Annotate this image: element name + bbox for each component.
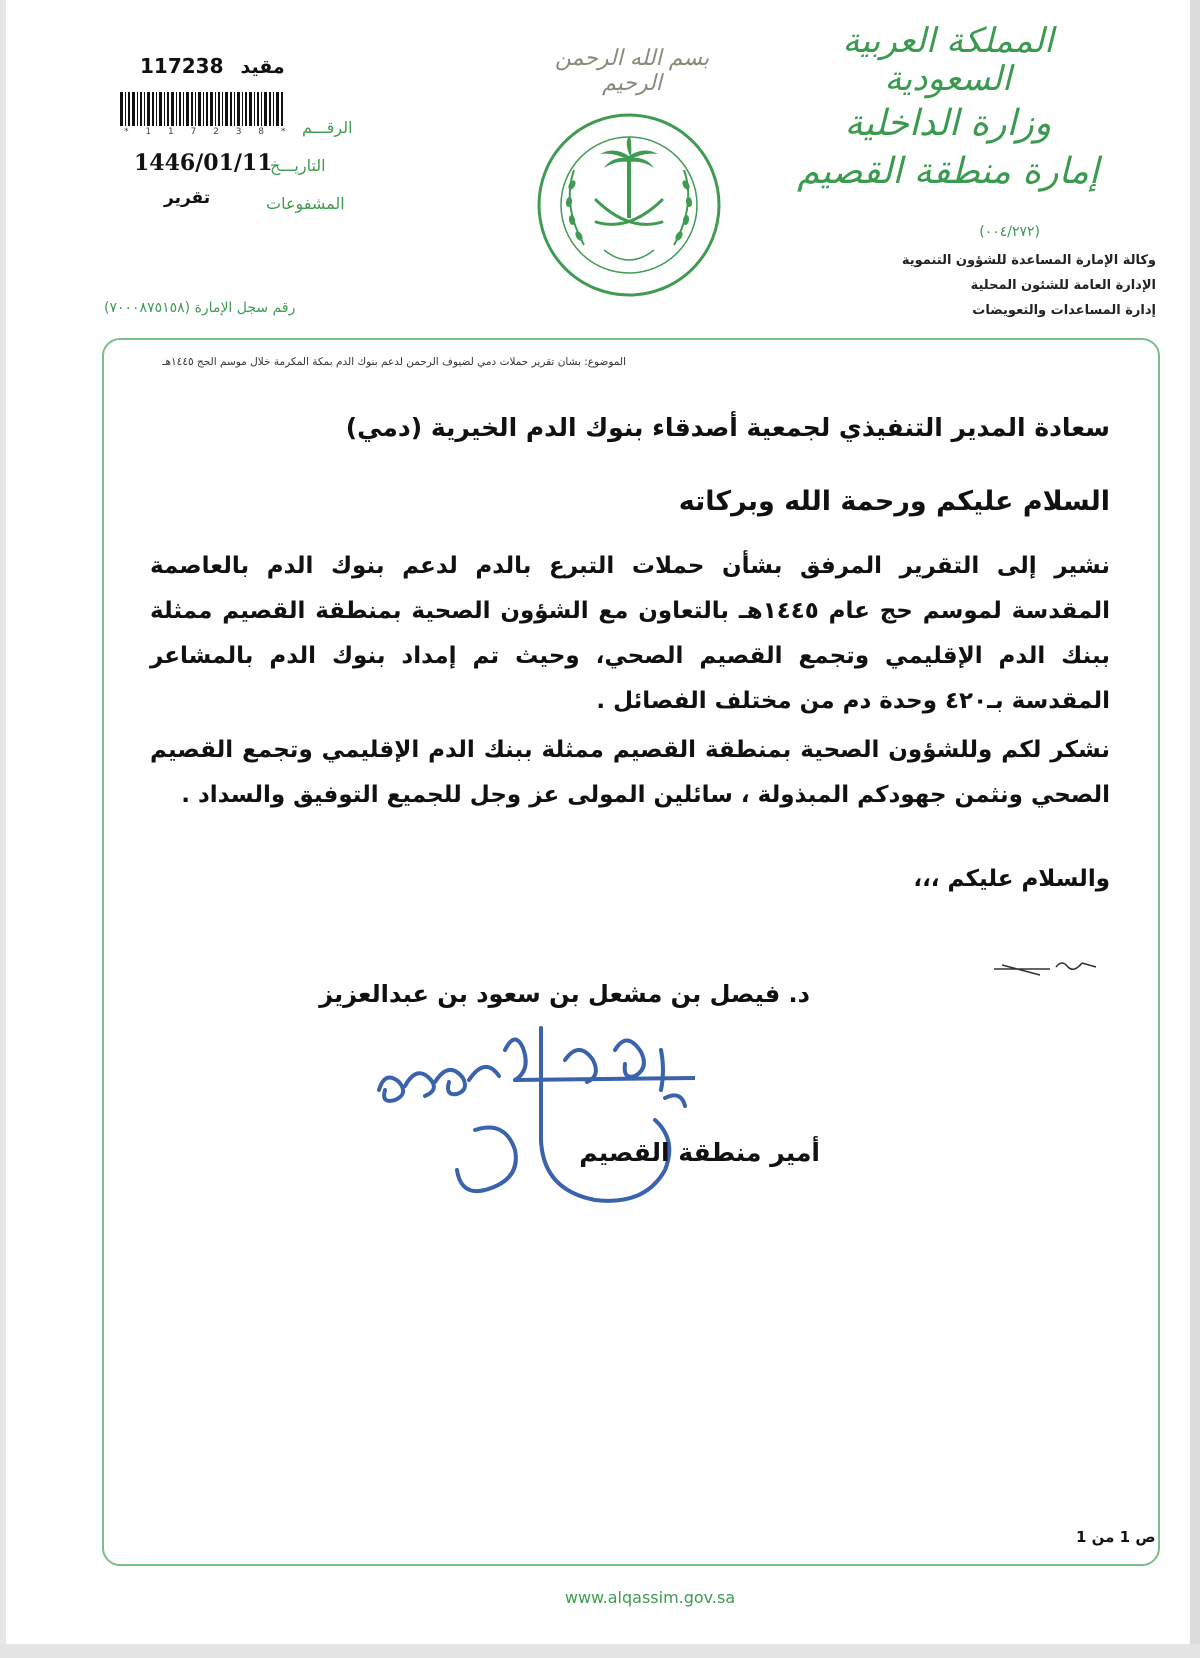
letterhead-title	[778, 22, 1118, 193]
attachments-label: المشفوعات	[266, 194, 345, 213]
closing: والسلام عليكم ،،،	[913, 866, 1110, 892]
barcode-icon	[120, 92, 285, 126]
number-label: الرقـــم	[302, 118, 353, 137]
barcode-digits: * 1 1 7 2 3 8 *	[124, 127, 293, 137]
dept-line-3: إدارة المساعدات والتعويضات	[972, 303, 1156, 318]
ministry-name: وزارة الداخلية	[844, 103, 1052, 145]
signer-title: أمير منطقة القصيم	[579, 1138, 820, 1167]
body-paragraph-2: نشكر لكم وللشؤون الصحية بمنطقة القصيم ممثلة ببنك الدم الإقليمي وتجمع القصيم الصحي ونثمن جهودكم المبذولة ، سائلين المولى عز وجل للجميع التوفيق والسداد .	[150, 737, 1110, 808]
greeting: السلام عليكم ورحمة الله وبركاته	[678, 486, 1110, 517]
dept-line-1: وكالة الإمارة المساعدة للشؤون التنموية	[901, 253, 1156, 268]
reference-number: 117238	[140, 54, 224, 78]
scan-left-edge	[0, 0, 6, 1658]
reference-label: مقيد	[240, 56, 285, 78]
letter-subject: الموضوع: بشان تقرير حملات دمي لضيوف الرحمن لدعم بنوك الدم بمكة المكرمة خلال موسم الحج ١٤٤٥هـ	[162, 356, 626, 368]
date-label: التاريـــخ	[270, 156, 326, 175]
letter-frame	[102, 338, 1160, 1566]
department-block	[856, 248, 1156, 323]
basmala: بسم الله الرحمن الرحيم	[554, 46, 710, 96]
saudi-emblem-icon	[534, 110, 724, 300]
initials-mark-icon	[990, 955, 1100, 985]
scan-bottom-edge	[0, 1644, 1200, 1658]
signer-name: د. فيصل بن مشعل بن سعود بن عبدالعزيز	[319, 980, 810, 1008]
handwritten-signature-icon	[365, 1020, 695, 1230]
dept-line-2: الإدارة العامة للشئون المحلية	[970, 278, 1156, 293]
reference-stamp	[140, 54, 285, 78]
registry-number: رقم سجل الإمارة (٧٠٠٠٨٧٥١٥٨)	[104, 300, 296, 316]
date-value: 1446/01/11	[134, 150, 273, 176]
emirate-name: إمارة منطقة القصيم	[797, 151, 1099, 193]
addressee: سعادة المدير التنفيذي لجمعية أصدقاء بنوك الدم الخيرية (دمي)	[345, 413, 1110, 442]
attachments-value: تقرير	[164, 188, 211, 208]
body-paragraph-1: نشير إلى التقرير المرفق بشأن حملات التبرع بالدم لدعم بنوك الدم بالعاصمة المقدسة لموسم حج عام ١٤٤٥هـ بالتعاون مع الشؤون الصحية بمنطقة القصيم ممثلة ببنك الدم الإقليمي وتجمع القصيم الصحي، وحيث تم إمداد بنوك الدم بالمشاعر المقدسة بـ٤٢٠ وحدة دم من مختلف الفصائل .	[150, 553, 1110, 714]
scan-right-edge	[1190, 0, 1200, 1658]
page-number: ص 1 من 1	[1076, 1528, 1156, 1546]
office-code: (٠٠٤/٢٧٢)	[979, 224, 1040, 240]
kingdom-name: المملكة العربية السعودية	[842, 21, 1054, 100]
website-url[interactable]: www.alqassim.gov.sa	[564, 1588, 736, 1607]
